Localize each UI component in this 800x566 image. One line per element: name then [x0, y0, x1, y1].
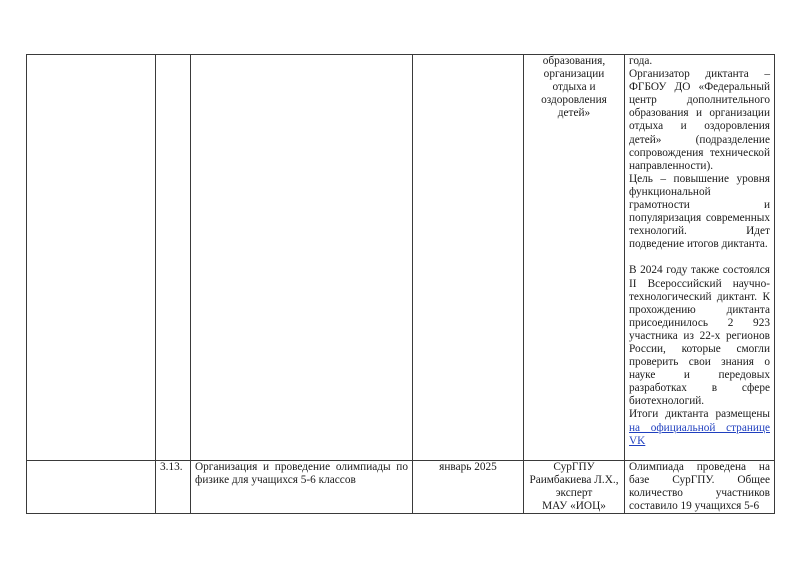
responsible-line: Раимбакиева Л.Х., — [529, 474, 619, 487]
table-row-3-13 — [27, 461, 775, 514]
cell-date: январь 2025 — [413, 461, 524, 514]
cell-date — [413, 55, 524, 461]
result-paragraph: года. — [629, 55, 653, 67]
result-text: Итоги диктанта размещены — [629, 408, 770, 421]
responsible-line: детей» — [557, 107, 591, 120]
responsible-line: оздоровления — [541, 94, 607, 107]
cell-event: Организация и проведение олимпиады по физике для учащихся 5-6 классов — [191, 461, 413, 514]
cell-section — [27, 461, 156, 514]
cell-section — [27, 55, 156, 461]
cell-number: 3.13. — [156, 461, 191, 514]
result-paragraph-link — [629, 408, 770, 447]
result-paragraph: В 2024 году также состоялся II Всероссийский научно-технологический диктант. К прохождению диктанта присоединилось 2 923 участника из 22-х регионов России, которые смогли проверить свои знания о науке и передовых разработках в сфере биотехнологий. — [629, 264, 770, 408]
responsible-line: МАУ «ИОЦ» — [542, 500, 606, 513]
responsible-line: эксперт — [555, 487, 593, 500]
plan-table — [26, 54, 775, 514]
paragraph-gap — [629, 251, 770, 264]
responsible-line: организации — [543, 68, 605, 81]
responsible-line: СурГПУ — [553, 461, 595, 473]
vk-page-link[interactable]: на официальной странице VK — [629, 421, 770, 447]
cell-result — [625, 55, 775, 461]
result-paragraph: Организатор диктанта – ФГБОУ ДО «Федеральный центр дополнительного образования и организации отдыха и оздоровления детей» (подразделение сопровождения технической направленности). — [629, 68, 770, 172]
cell-event — [191, 55, 413, 461]
cell-result: Олимпиада проведена на базе СурГПУ. Общее количество участников составило 19 учащихся 5-6 — [625, 461, 775, 514]
cell-responsible — [524, 461, 625, 514]
result-paragraph: Цель – повышение уровня функциональной грамотности и популяризация современных технологий. Идет подведение итогов диктанта. — [629, 172, 770, 251]
cell-responsible — [524, 55, 625, 461]
responsible-line: образования, — [542, 55, 606, 67]
cell-number — [156, 55, 191, 461]
table-row-continued — [27, 55, 775, 461]
responsible-line: отдыха и — [552, 81, 596, 94]
